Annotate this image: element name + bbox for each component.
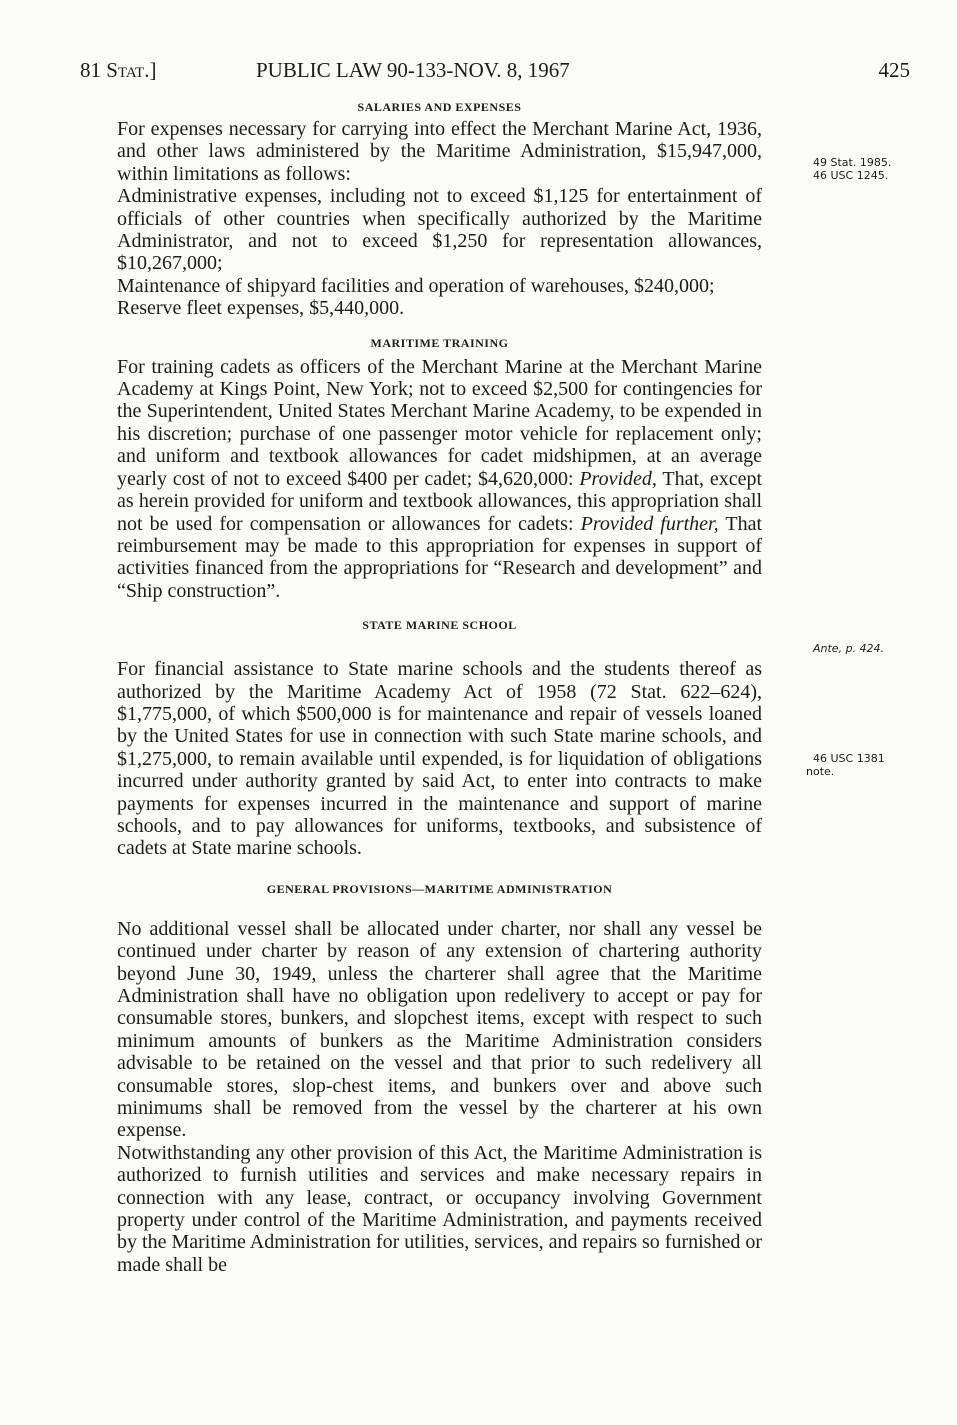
margin-note-ante: Ante, p. 424.: [813, 642, 885, 655]
page-header: [80, 58, 910, 88]
page-number: 425: [878, 58, 910, 82]
paragraph: For financial assistance to State marine schools and the students thereof as authorized by the Maritime Academy Act of 1958 (72 Stat. 622–624), $1,775,000, of which $500,000 is for maintenance and repair of vessels loaned by the United States for use in connection with such State marine schools, and $1,275,000, to remain available until expended, is for liquidation of obligations incurred under authority granted by said Act, to enter into contracts to make payments for expenses incurred in the maintenance and support of marine schools, and to pay allowances for uniforms, textbooks, and subsistence of cadets at State marine schools.: [117, 658, 762, 860]
main-text-column: [117, 100, 762, 1276]
margin-note-citation: [813, 156, 891, 182]
paragraph: For expenses necessary for carrying into effect the Merchant Marine Act, 1936, and other laws administered by the Maritime Administration, $15,947,000, within limitations as follows:: [117, 118, 762, 185]
section-heading-state-school: STATE MARINE SCHOOL: [362, 618, 517, 633]
margin-note-line: 46 USC 1381: [813, 752, 885, 765]
provided-italic: Provided,: [579, 467, 657, 490]
provided-further-italic: Provided further,: [580, 512, 719, 535]
paragraph: Maintenance of shipyard facilities and operation of warehouses, $240,000;: [117, 274, 715, 297]
paragraph: Reserve fleet expenses, $5,440,000.: [117, 297, 405, 320]
section-heading-training: MARITIME TRAINING: [370, 335, 509, 350]
paragraph: [117, 356, 762, 602]
paragraph: Notwithstanding any other provision of this Act, the Maritime Administration is authorized to furnish utilities and services and make necessary repairs in connection with any lease, contract, or occupancy involving Government property under control of the Maritime Administration, and payments received by the Maritime Administration for utilities, services, and repairs so furnished or made shall be: [117, 1141, 762, 1276]
text-run: That, except as herein provided for uniform and textbook allowances, this appropriation shall not be used for compensation or allowances for cadets:: [117, 467, 763, 535]
text-run: That reimbursement may be made to this appropriation for expenses in support of activities financed from the appropriations for “Research and development” and “Ship construction”.: [117, 512, 763, 602]
margin-note-line: 46 USC 1245.: [813, 169, 889, 182]
section-heading-salaries: SALARIES AND EXPENSES: [357, 100, 522, 114]
section-heading-general: GENERAL PROVISIONS—MARITIME ADMINISTRATION: [266, 881, 613, 896]
margin-note-usc: [806, 752, 885, 778]
paragraph: Administrative expenses, including not to exceed $1,125 for entertainment of officials of other countries when specifically authorized by the Maritime Administrator, and not to exceed $1,250 for representation allowances, $10,267,000;: [117, 185, 762, 275]
text-run: For training cadets as officers of the Merchant Marine at the Merchant Marine Academy at Kings Point, New York; not to exceed $2,500 for contingencies for the Superintendent, United States Merchant Marine Academy, to be expended in his discretion; purchase of one passenger motor vehicle for replacement only; and uniform and textbook allowances for cadet midshipmen, at an average yearly cost of not to exceed $400 per cadet; $4,620,000:: [117, 355, 762, 490]
paragraph: No additional vessel shall be allocated under charter, nor shall any vessel be continued under charter by reason of any extension of chartering authority beyond June 30, 1949, unless the charterer shall agree that the Maritime Administration shall have no obligation upon redelivery to accept or pay for consumable stores, bunkers, and slopchest items, except with respect to such minimum amounts of bunkers as the Maritime Administration considers advisable to be retained on the vessel and that prior to such redelivery all consumable stores, slop-chest items, and bunkers over and above such minimums shall be removed from the vessel by the charterer at his own expense.: [117, 917, 762, 1142]
page-title: PUBLIC LAW 90-133-NOV. 8, 1967: [256, 58, 570, 82]
margin-note-line: 49 Stat. 1985.: [813, 156, 892, 169]
margin-note-line: note.: [806, 765, 835, 778]
stat-reference: 81 Stat.]: [80, 58, 157, 82]
